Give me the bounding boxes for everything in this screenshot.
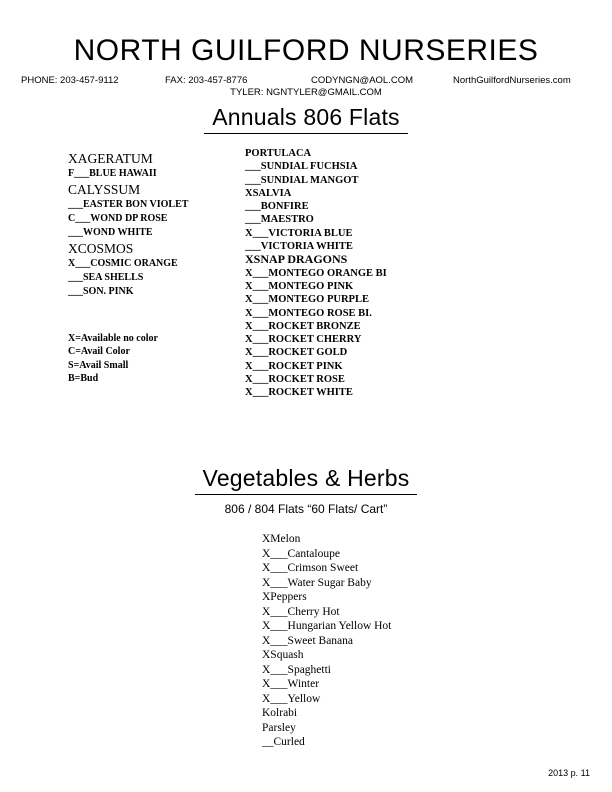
list-item: X___MONTEGO ROSE BI. xyxy=(245,307,372,319)
list-item: ___MAESTRO xyxy=(245,214,314,226)
list-item: XAGERATUM xyxy=(68,151,153,166)
list-item: XSquash xyxy=(262,649,304,661)
list-item: ___EASTER BON VIOLET xyxy=(68,199,189,210)
email-address: CODYNGN@AOL.COM xyxy=(311,75,414,86)
list-item: X___ROCKET CHERRY xyxy=(245,334,362,346)
list-item: ___SON. PINK xyxy=(68,286,134,297)
annuals-section-title xyxy=(0,104,612,134)
list-item: X___ROCKET ROSE xyxy=(245,374,345,386)
list-item: X___Cantaloupe xyxy=(262,547,340,560)
legend-item: S=Avail Small xyxy=(68,359,129,371)
list-item: X___ROCKET PINK xyxy=(245,360,343,372)
list-item: X___MONTEGO PINK xyxy=(245,280,354,292)
phone-number: PHONE: 203-457-9112 xyxy=(21,75,119,86)
list-item: X___Crimson Sweet xyxy=(262,562,359,574)
list-item: X___Sweet Banana xyxy=(262,634,354,647)
list-item: X___COSMIC ORANGE xyxy=(68,258,178,269)
list-item: X___Hungarian Yellow Hot xyxy=(262,620,392,632)
vegetables-title-text: Vegetables & Herbs xyxy=(195,465,418,495)
list-item: ___SUNDIAL MANGOT xyxy=(245,174,359,186)
list-item: X___ROCKET BRONZE xyxy=(245,320,361,332)
vegetables-subtitle: 806 / 804 Flats “60 Flats/ Cart” xyxy=(224,502,388,516)
list-item: X___Yellow xyxy=(262,692,321,705)
list-item: C___WOND DP ROSE xyxy=(68,213,168,224)
list-item: XMelon xyxy=(262,533,301,545)
list-item: F___BLUE HAWAII xyxy=(68,168,157,179)
list-item: X___ROCKET WHITE xyxy=(245,387,353,399)
vegetables-section-title xyxy=(0,465,612,495)
availability-legend xyxy=(68,332,158,385)
legend-item: B=Bud xyxy=(68,372,99,384)
legend-item: X=Available no color xyxy=(68,333,158,344)
list-item: XPeppers xyxy=(262,591,307,603)
list-item: X___ROCKET GOLD xyxy=(245,347,348,359)
vegetables-list xyxy=(262,532,391,750)
page-title: NORTH GUILFORD NURSERIES xyxy=(73,34,539,67)
list-item: Kolrabi xyxy=(262,707,298,719)
list-item: Parsley xyxy=(262,721,296,734)
list-item: ___WOND WHITE xyxy=(68,227,153,238)
fax-number: FAX: 203-457-8776 xyxy=(165,75,248,86)
list-item: X___VICTORIA BLUE xyxy=(245,227,353,239)
list-item: __Curled xyxy=(262,736,305,748)
legend-item: C=Avail Color xyxy=(68,346,130,358)
website: NorthGuilfordNurseries.com xyxy=(453,75,571,86)
list-item: X___Spaghetti xyxy=(262,663,331,676)
list-item: ___VICTORIA WHITE xyxy=(245,241,353,253)
list-item: CALYSSUM xyxy=(68,182,141,197)
list-item: XCOSMOS xyxy=(68,241,134,256)
list-item: XSALVIA xyxy=(245,187,292,199)
list-item: X___Cherry Hot xyxy=(262,605,340,618)
annuals-title-text: Annuals 806 Flats xyxy=(204,104,408,134)
list-item: XSNAP DRAGONS xyxy=(245,252,348,267)
page-footer: 2013 p. 11 xyxy=(548,768,590,778)
list-item: X___MONTEGO PURPLE xyxy=(245,294,369,306)
list-item: X___MONTEGO ORANGE BI xyxy=(245,267,387,279)
list-item: ___BONFIRE xyxy=(245,201,309,213)
list-item: ___SUNDIAL FUCHSIA xyxy=(245,161,358,173)
list-item: X___Winter xyxy=(262,678,320,690)
list-item: X___Water Sugar Baby xyxy=(262,576,372,589)
annuals-left-column xyxy=(68,150,188,299)
tyler-contact: TYLER: NGNTYLER@GMAIL.COM xyxy=(230,87,382,98)
list-item: PORTULACA xyxy=(245,148,312,159)
annuals-right-column xyxy=(245,147,387,400)
list-item: ___SEA SHELLS xyxy=(68,272,144,283)
